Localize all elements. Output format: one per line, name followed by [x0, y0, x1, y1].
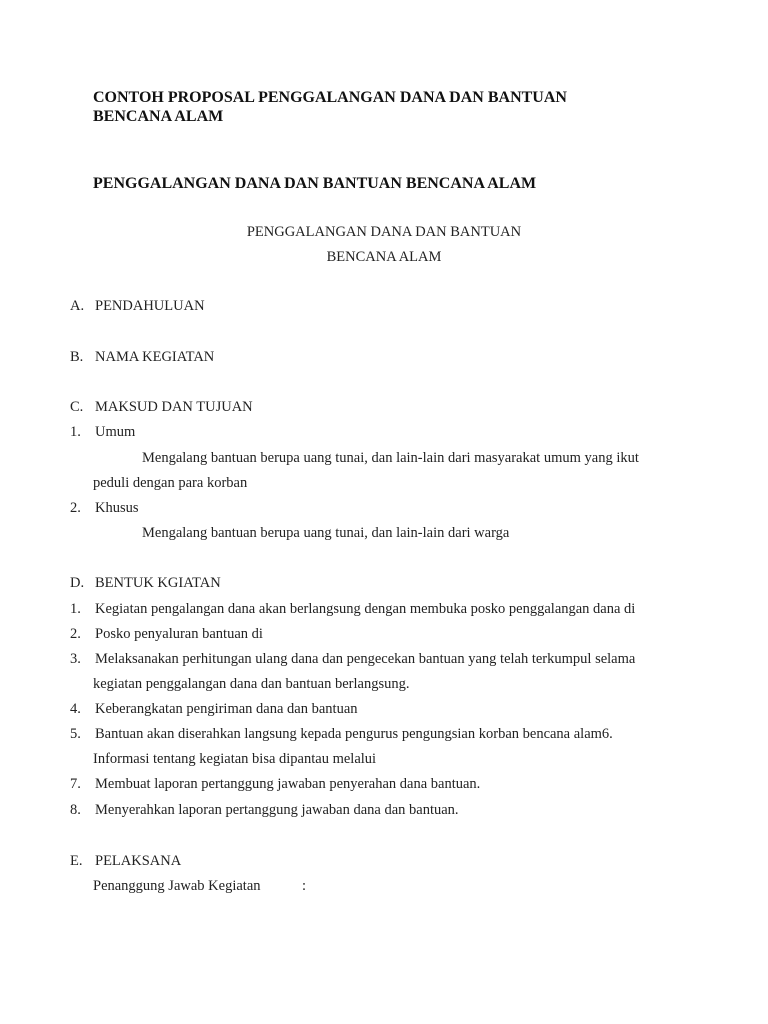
paragraph-cont: peduli dengan para korban: [93, 475, 248, 491]
item-text: Keberangkatan pengiriman dana dan bantuan: [95, 701, 358, 717]
section-label: NAMA KEGIATAN: [95, 349, 215, 365]
item-number: 3.: [70, 651, 81, 667]
section-label: BENTUK KGIATAN: [95, 575, 221, 591]
item-number: 1.: [70, 601, 81, 617]
item-text-cont: kegiatan penggalangan dana dan bantuan berlangsung.: [93, 676, 410, 692]
section-number: B.: [70, 349, 84, 365]
section-label: PELAKSANA: [95, 853, 182, 869]
paragraph: Mengalang bantuan berupa uang tunai, dan lain-lain dari warga: [142, 525, 510, 541]
centered-heading-line2: BENCANA ALAM: [326, 249, 442, 265]
centered-heading: PENGGALANGAN DANA DAN BANTUAN: [246, 224, 522, 240]
section-label: PENDAHULUAN: [95, 298, 205, 314]
item-label: Umum: [95, 424, 136, 440]
section-number: C.: [70, 399, 84, 415]
item-text: Membuat laporan pertanggung jawaban penyerahan dana bantuan.: [95, 776, 481, 792]
pelaksana-label: Penanggung Jawab Kegiatan: [93, 878, 261, 894]
item-label: Khusus: [95, 500, 139, 516]
item-text: Melaksanakan perhitungan ulang dana dan pengecekan bantuan yang telah terkumpul selama: [95, 651, 636, 667]
pelaksana-colon: :: [302, 878, 307, 894]
item-number: 2.: [70, 500, 81, 516]
item-text: Posko penyaluran bantuan di: [95, 626, 263, 642]
item-number: 7.: [70, 776, 81, 792]
item-text: Bantuan akan diserahkan langsung kepada pengurus pengungsian korban bencana alam6.: [95, 726, 613, 742]
item-text: Kegiatan pengalangan dana akan berlangsung dengan membuka posko penggalangan dana di: [95, 601, 636, 617]
item-text: Menyerahkan laporan pertanggung jawaban dana dan bantuan.: [95, 802, 459, 818]
item-number: 5.: [70, 726, 81, 742]
paragraph: Mengalang bantuan berupa uang tunai, dan lain-lain dari masyarakat umum yang ikut: [142, 450, 639, 466]
section-number: A.: [70, 298, 85, 314]
document-subtitle: PENGGALANGAN DANA DAN BANTUAN BENCANA ALAM: [93, 175, 537, 192]
section-number: D.: [70, 575, 85, 591]
item-number: 4.: [70, 701, 81, 717]
item-number: 8.: [70, 802, 81, 818]
item-text-cont: Informasi tentang kegiatan bisa dipantau melalui: [93, 751, 377, 767]
document-title: CONTOH PROPOSAL PENGGALANGAN DANA DAN BANTUAN: [93, 89, 567, 106]
document-title-line2: BENCANA ALAM: [93, 108, 224, 125]
section-number: E.: [70, 853, 83, 869]
section-label: MAKSUD DAN TUJUAN: [95, 399, 253, 415]
item-number: 2.: [70, 626, 81, 642]
item-number: 1.: [70, 424, 81, 440]
